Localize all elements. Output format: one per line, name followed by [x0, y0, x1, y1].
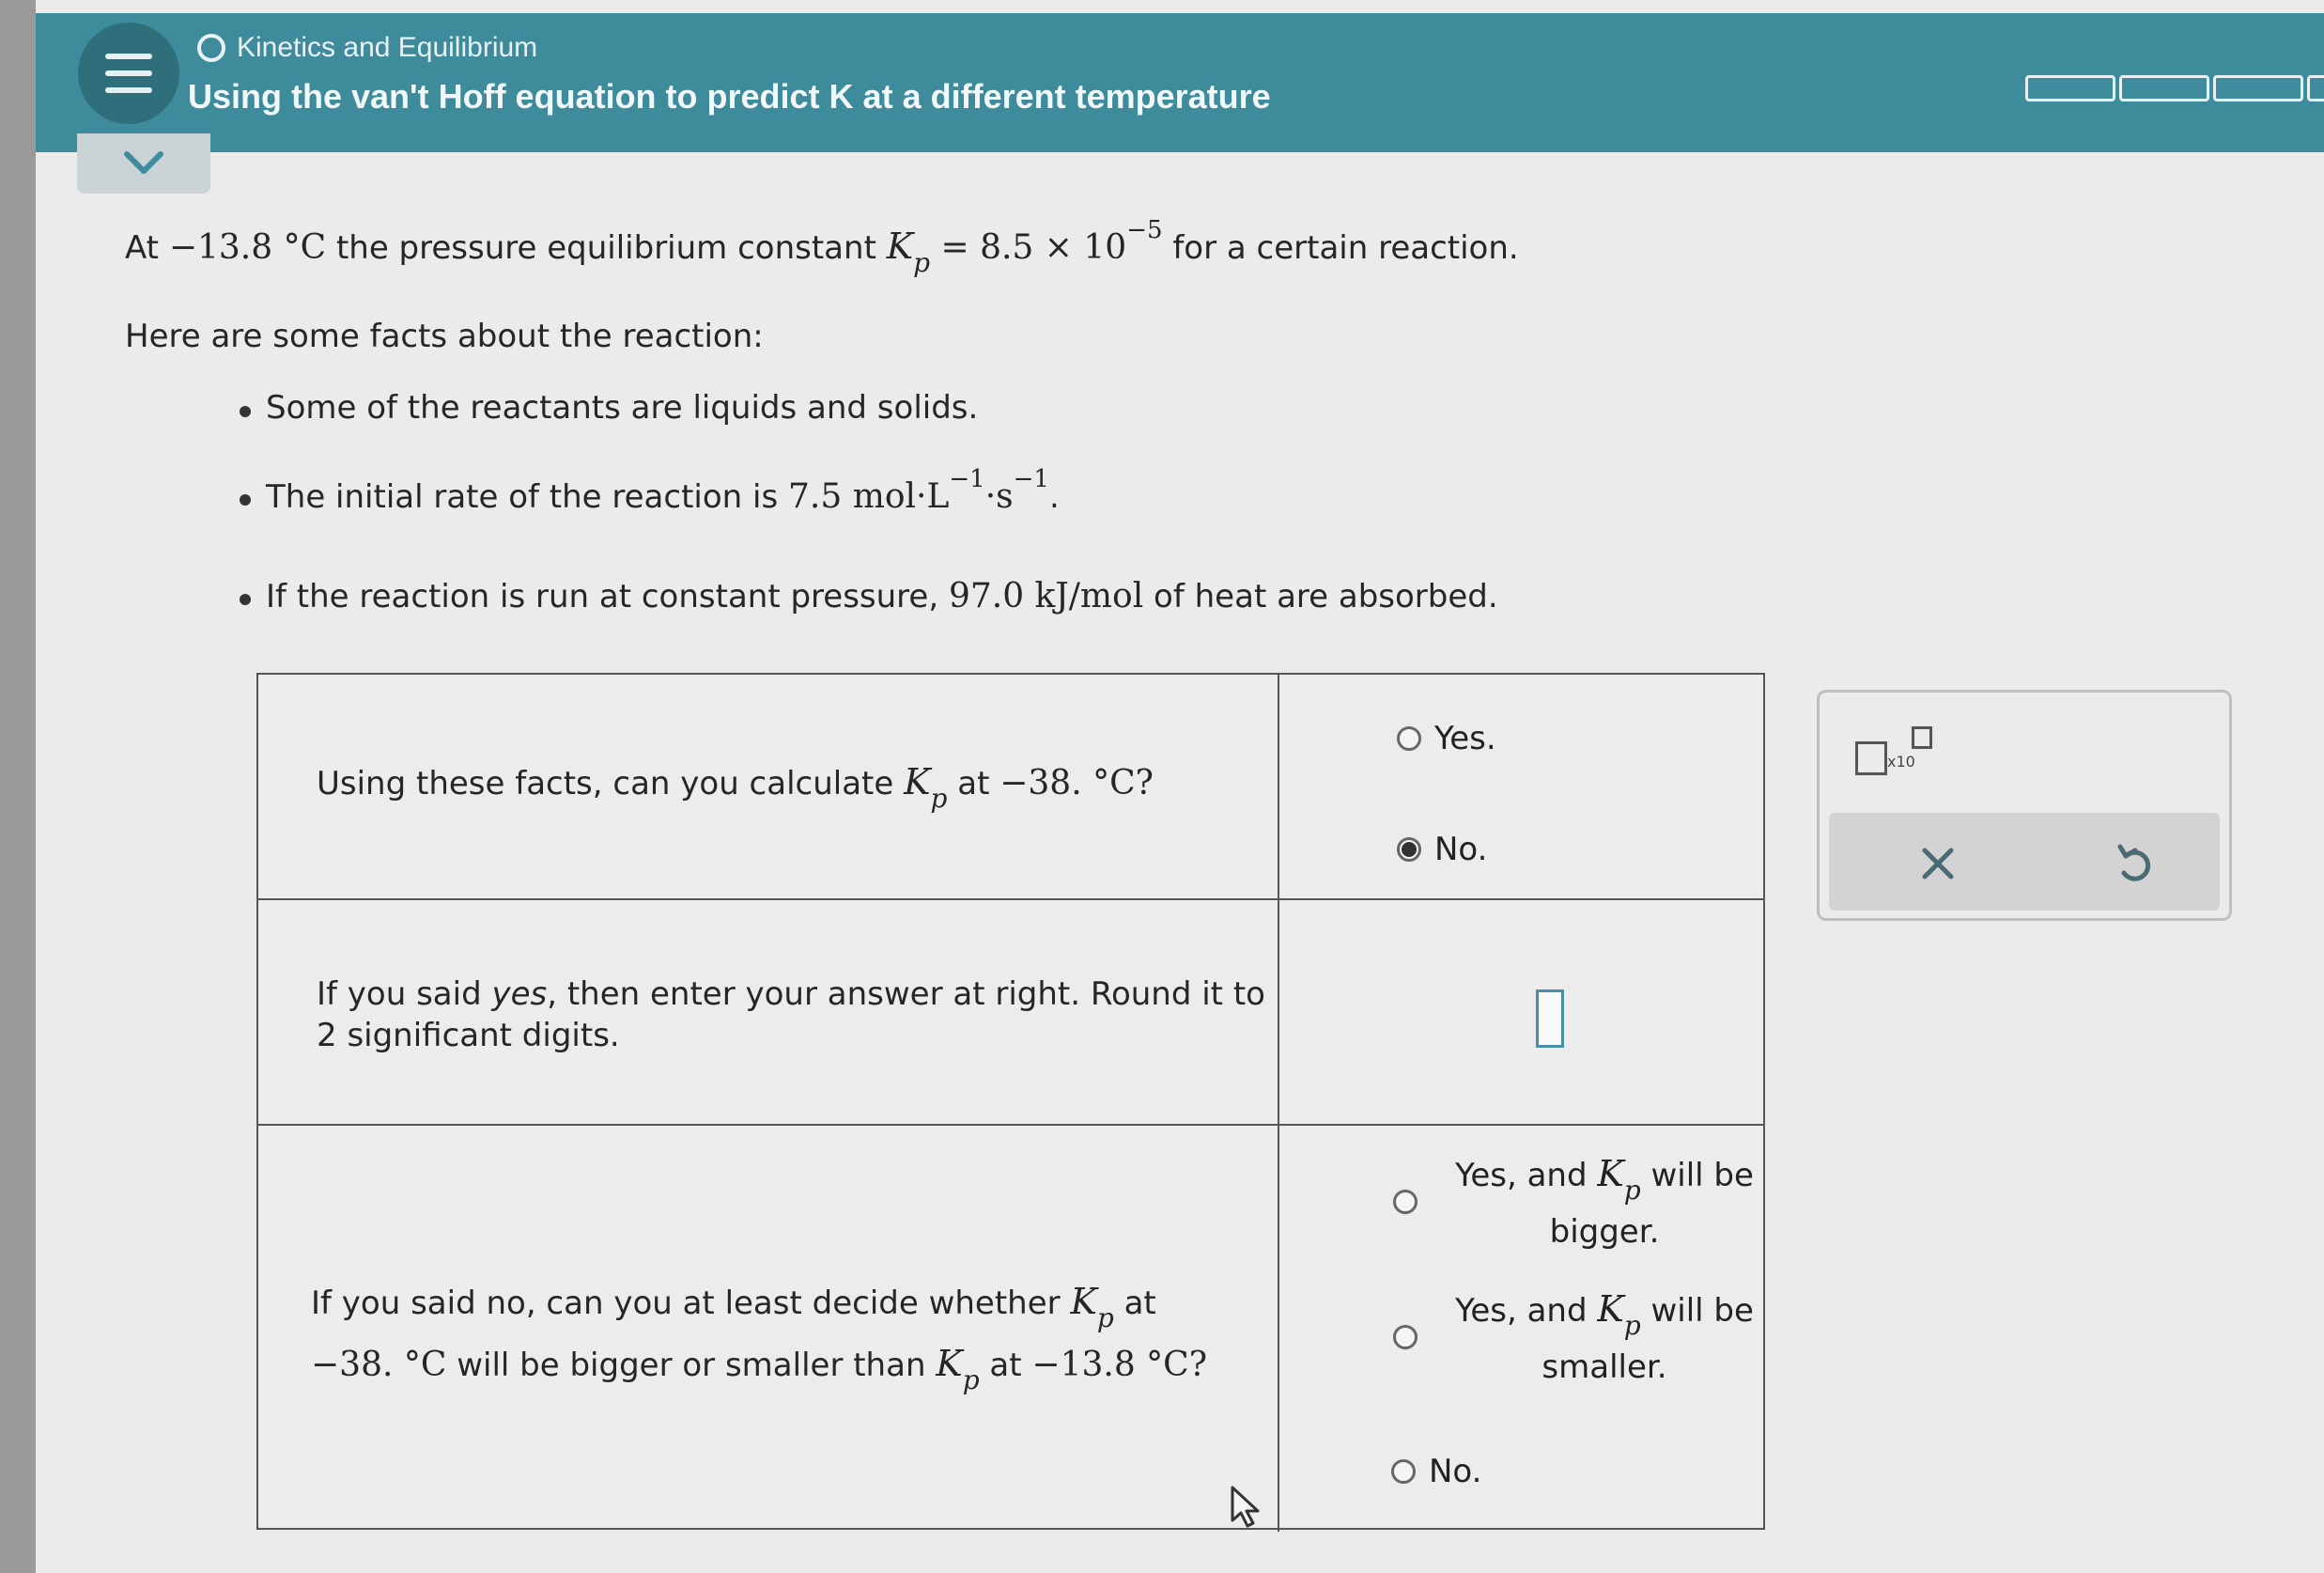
menu-icon-bar: [105, 87, 152, 93]
bullet-icon: [240, 594, 251, 605]
left-edge: [0, 0, 36, 1573]
k-symbol: K: [1597, 1153, 1624, 1194]
radio-option-yes[interactable]: [1397, 720, 1496, 757]
progress-segment: [2307, 75, 2324, 101]
answer-instructions: [317, 973, 1265, 1056]
question-text: If you said no, can you at least decide whether: [311, 1285, 1071, 1322]
text-fragment: the pressure equilibrium constant: [326, 229, 887, 267]
text-fragment: for a certain reaction.: [1162, 229, 1519, 267]
exponent-box-icon: [1912, 726, 1932, 749]
header-bar: [36, 13, 2324, 152]
instruction-line: 2 significant digits.: [317, 1017, 620, 1054]
page: [36, 0, 2324, 1573]
k-subscript: p: [1623, 1310, 1641, 1341]
progress-segment: [2025, 75, 2115, 101]
question-text: Using these facts, can you calculate: [317, 765, 905, 802]
answer-input[interactable]: [1536, 989, 1564, 1048]
option-label: No.: [1429, 1453, 1482, 1490]
table-divider: [258, 1124, 1763, 1126]
question-calculate-kp: [317, 761, 1154, 814]
topic-text: Kinetics and Equilibrium: [237, 32, 538, 63]
option-label: No.: [1434, 831, 1488, 868]
k-symbol: K: [1070, 1281, 1097, 1322]
k-subscript: p: [962, 1364, 980, 1395]
topic-circle-icon: [197, 34, 225, 62]
radio-button[interactable]: [1397, 726, 1421, 751]
kp-value: = 8.5 × 10: [930, 228, 1127, 267]
option-text: Yes, and: [1455, 1292, 1598, 1330]
instruction-emphasis: yes: [491, 975, 548, 1013]
temperature-unit: °C: [272, 228, 327, 267]
option-text: will be: [1640, 1292, 1754, 1330]
close-icon: [1910, 835, 1966, 892]
fact-text: Some of the reactants are liquids and solids.: [266, 389, 979, 427]
question-text: will be bigger or smaller than: [446, 1347, 937, 1384]
fact-item: [266, 577, 1498, 615]
fact-item: [266, 465, 1060, 516]
table-divider: [1278, 675, 1279, 1532]
menu-icon: [105, 54, 152, 59]
k-subscript: p: [1623, 1175, 1641, 1206]
k-symbol: K: [936, 1343, 963, 1384]
k-symbol: K: [1597, 1288, 1624, 1330]
rate-unit: ·s: [984, 477, 1014, 516]
option-smaller-label: [1449, 1282, 1759, 1394]
option-line: [1449, 1282, 1759, 1340]
radio-button-selected[interactable]: [1397, 837, 1421, 862]
option-text: Yes, and: [1455, 1157, 1598, 1194]
question-text: at: [1113, 1285, 1156, 1322]
fact-text: The initial rate of the reaction is: [266, 478, 788, 516]
progress-segment: [2213, 75, 2303, 101]
rate-exponent: −1: [949, 465, 985, 493]
x10-notation-button[interactable]: [1851, 726, 1936, 783]
undo-button[interactable]: [2107, 835, 2163, 892]
math-tool-panel: [1817, 690, 2232, 921]
facts-heading: Here are some facts about the reaction:: [125, 318, 764, 355]
k-symbol: K: [886, 226, 914, 267]
menu-icon-bar: [105, 70, 152, 76]
x10-label: x10: [1887, 753, 1915, 771]
rate-exponent: −1: [1013, 465, 1049, 493]
k-subscript: p: [930, 783, 948, 814]
instruction-text: If you said: [317, 975, 492, 1013]
temperature-value: −13.8: [168, 228, 273, 267]
collapse-button[interactable]: [77, 133, 210, 194]
text-fragment: At: [125, 229, 169, 267]
k-subscript: p: [1096, 1302, 1114, 1333]
temperature-value: −13.8 °C?: [1031, 1346, 1208, 1384]
chevron-down-icon: [123, 150, 164, 177]
instruction-text: , then enter your answer at right. Round it to: [547, 975, 1265, 1013]
bullet-icon: [240, 494, 251, 506]
radio-option-no[interactable]: [1397, 831, 1487, 868]
k-subscript: p: [913, 247, 931, 278]
radio-option-no-decide[interactable]: [1391, 1453, 1481, 1490]
instruction-line: [317, 973, 1265, 1015]
question-bigger-smaller: [311, 1272, 1207, 1396]
page-title: Using the van't Hoff equation to predict K at a different temperature: [188, 77, 1271, 116]
temperature-value: −38. °C: [311, 1346, 447, 1384]
mouse-cursor-icon: [1230, 1485, 1262, 1528]
base-box-icon: [1855, 741, 1887, 775]
radio-button[interactable]: [1391, 1459, 1416, 1484]
problem-statement: [125, 216, 1519, 278]
heat-value: 97.0 kJ/mol: [948, 577, 1144, 615]
option-bigger-label: [1449, 1146, 1759, 1259]
question-line: [311, 1272, 1207, 1334]
option-line: [1449, 1146, 1759, 1205]
rate-value: 7.5 mol·L: [788, 477, 950, 516]
topic-label: [197, 32, 537, 64]
question-text: at: [979, 1347, 1032, 1384]
k-symbol: K: [904, 761, 931, 802]
question-text: at: [947, 765, 1000, 802]
radio-option-smaller[interactable]: [1393, 1325, 1418, 1349]
option-line: smaller.: [1542, 1348, 1667, 1386]
progress-segment: [2119, 75, 2209, 101]
question-table: [256, 673, 1765, 1530]
fact-text: .: [1048, 478, 1060, 516]
table-divider: [258, 898, 1763, 900]
question-line: [311, 1334, 1207, 1396]
tool-bar: [1829, 813, 2220, 911]
menu-button[interactable]: [78, 23, 179, 124]
clear-button[interactable]: [1910, 835, 1966, 892]
undo-icon: [2107, 835, 2163, 892]
bullet-icon: [240, 406, 251, 417]
option-line: bigger.: [1549, 1213, 1660, 1251]
radio-option-bigger[interactable]: [1393, 1190, 1418, 1214]
progress-indicator: [2025, 75, 2324, 101]
kp-exponent: −5: [1126, 216, 1163, 244]
temperature-value: −38. °C?: [999, 764, 1154, 802]
fact-text: If the reaction is run at constant pressure,: [266, 578, 949, 615]
option-text: will be: [1640, 1157, 1754, 1194]
option-label: Yes.: [1434, 720, 1496, 757]
fact-text: of heat are absorbed.: [1143, 578, 1498, 615]
fact-item: [266, 389, 978, 427]
